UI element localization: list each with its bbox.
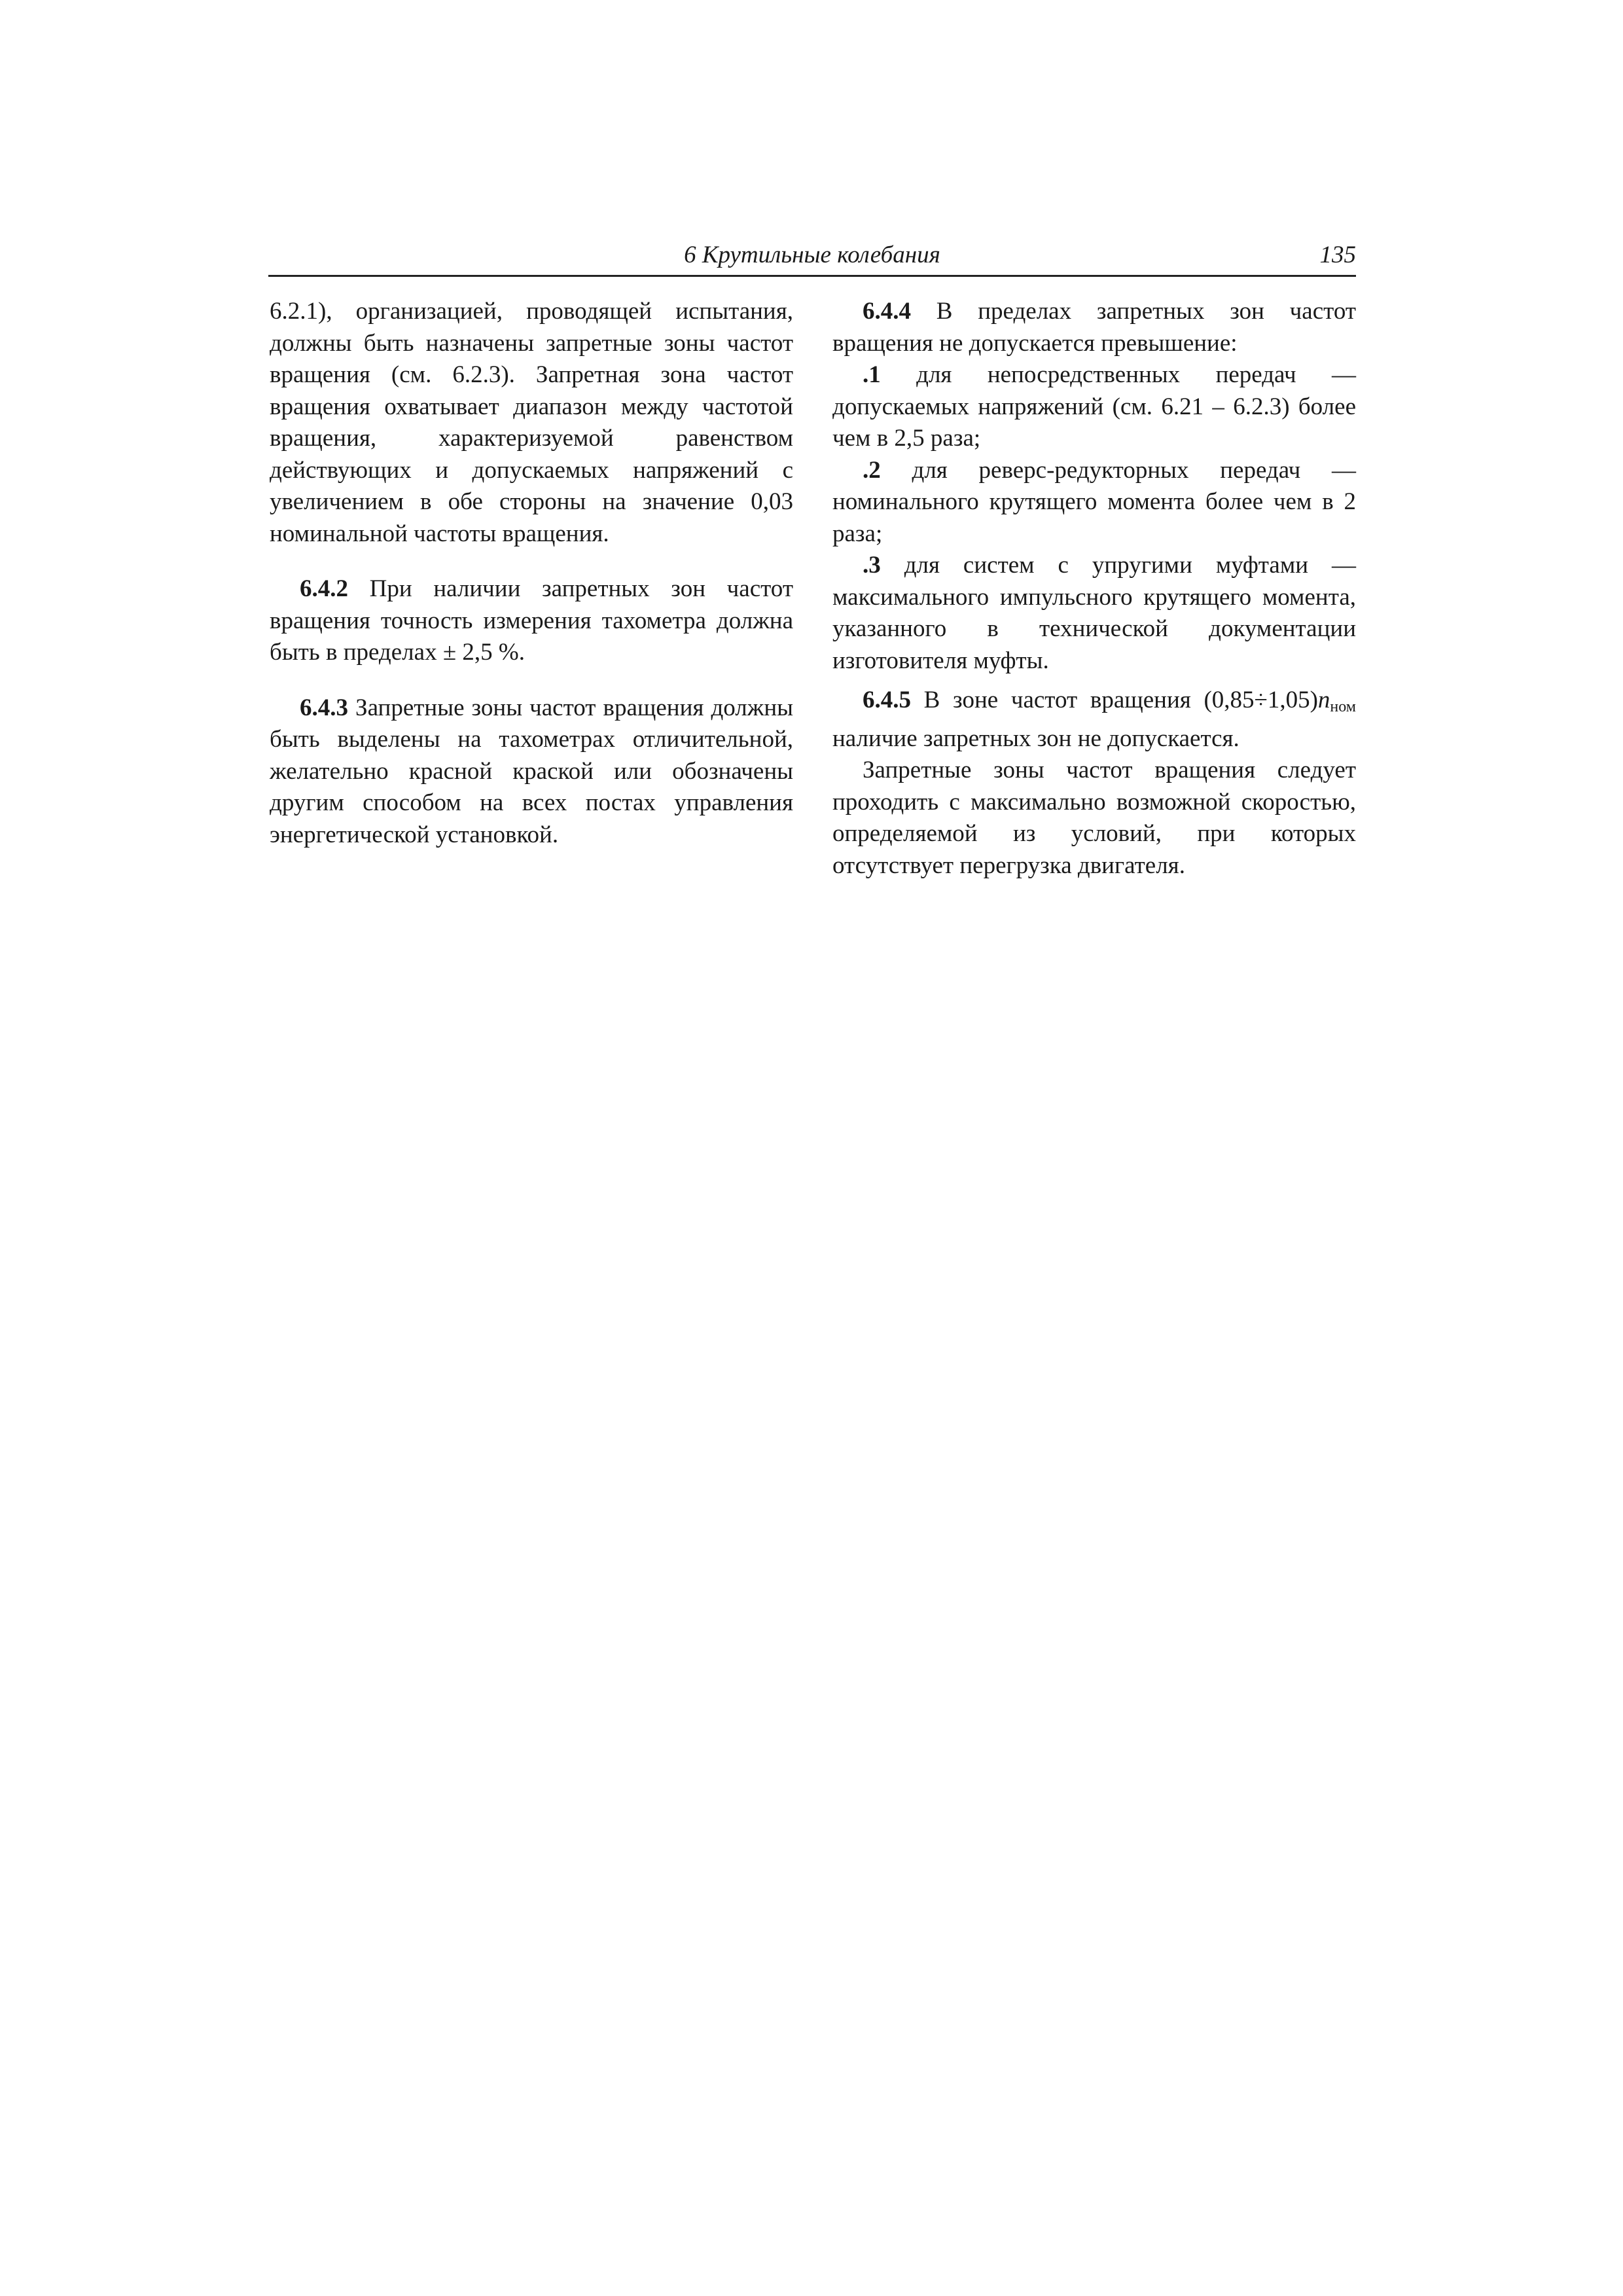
item-text: для непосредственных передач — допускаемых напряжений (см. 6.21 – 6.2.3) более чем в 2,5 раза;: [832, 361, 1356, 452]
section-6-4-5: [832, 685, 1356, 755]
list-item-1: [832, 359, 1356, 455]
page-number: 135: [1319, 242, 1356, 268]
item-text: для реверс-редукторных передач — номинального крутящего момента более чем в 2 раза;: [832, 456, 1356, 547]
right-column: [832, 296, 1356, 882]
section-number: 6.4.5: [863, 687, 911, 713]
list-item-3: [832, 550, 1356, 677]
list-item-2: [832, 455, 1356, 550]
item-number: .1: [863, 361, 881, 388]
subscript-nom: ном: [1330, 698, 1356, 715]
section-number: 6.4.4: [863, 298, 911, 325]
running-title: 6 Крутильные колебания: [684, 242, 940, 268]
section-text-b: наличие запретных зон не допускается.: [832, 725, 1240, 752]
left-column: [270, 296, 793, 851]
section-text: При наличии запретных зон частот вращения точность измерения тахометра должна быть в пределах ± 2,5 %.: [270, 575, 793, 666]
page-header: [268, 237, 1356, 277]
section-6-4-3: [270, 692, 793, 852]
section-6-4-2: [270, 573, 793, 669]
section-number: 6.4.3: [300, 694, 348, 721]
item-number: .3: [863, 552, 881, 579]
variable-n: n: [1317, 687, 1330, 713]
final-paragraph: Запретные зоны частот вращения следует проходить с максимально возможной скоростью, определяемой из условий, при которых отсутствует перегрузка двигателя.: [832, 757, 1356, 879]
section-text-a: В зоне частот вращения (0,85÷1,05): [911, 687, 1318, 713]
item-number: .2: [863, 456, 881, 484]
section-6-4-4: [832, 296, 1356, 359]
paragraph-continuation: 6.2.1), организацией, проводящей испытания, должны быть назначены запретные зоны частот вращения (см. 6.2.3). Запретная зона частот вращения охватывает диапазон между частотой вращения, характеризуемой равенством действующих и допускаемых напряжений с увеличением в обе стороны на значение 0,03 номинальной частоты вращения.: [270, 298, 793, 547]
section-text: В пределах запретных зон частот вращения не допускается превышение:: [832, 298, 1356, 357]
section-text: Запретные зоны частот вращения должны быть выделены на тахометрах отличительной, желательно красной краской или обозначены другим способом на всех постах управления энергетической установкой.: [270, 694, 793, 848]
section-number: 6.4.2: [300, 575, 348, 602]
item-text: для систем с упругими муфтами — максимального импульсного крутящего момента, указанного в технической документации изготовителя муфты.: [832, 552, 1356, 674]
